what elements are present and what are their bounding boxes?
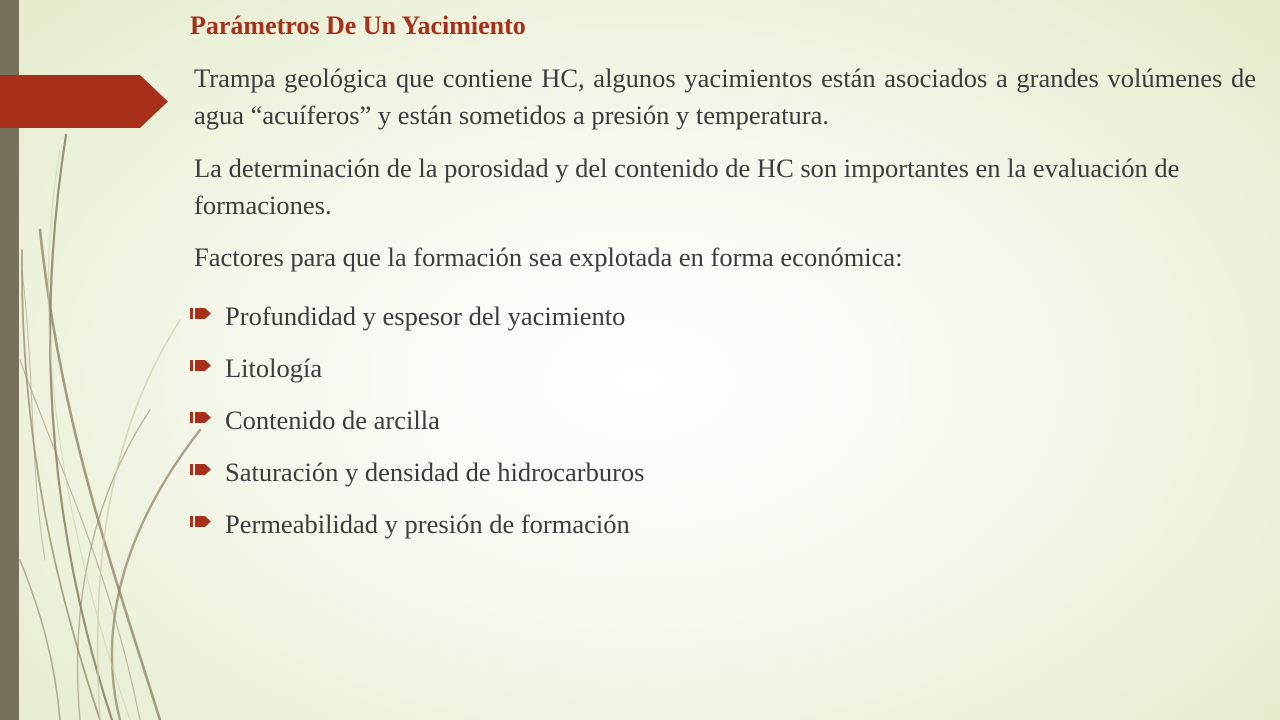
list-item [190, 446, 644, 498]
marker-arrow-icon [190, 359, 212, 372]
accent-arrow-shape [0, 75, 168, 128]
paragraph-factors-intro: Factores para que la formación sea explotada en forma económica: [194, 242, 903, 272]
factors-list [190, 290, 644, 550]
marker-arrow-icon [190, 515, 212, 528]
list-item-label: Profundidad y espesor del yacimiento [225, 300, 626, 331]
marker-arrow-icon [190, 463, 212, 476]
slide-title: Parámetros De Un Yacimiento [190, 11, 526, 40]
swirl-line [112, 430, 200, 720]
paragraph-definition: Trampa geológica que contiene HC, algunos yacimientos están asociados a grandes volúmenes de agua “acuíferos” y están sometidos a presión y temperatura. [194, 63, 1256, 130]
list-item [190, 290, 644, 342]
swirl-line-light [48, 150, 130, 720]
list-item-label: Contenido de arcilla [225, 404, 440, 435]
swirl-line [20, 360, 140, 720]
paragraph-porosity: La determinación de la porosidad y del contenido de HC son importantes en la evaluación de formaciones. [194, 153, 1180, 220]
list-item-label: Saturación y densidad de hidrocarburos [225, 456, 645, 487]
swirl-line [50, 135, 112, 720]
list-item [190, 394, 644, 446]
list-item-label: Permeabilidad y presión de formación [225, 508, 630, 539]
list-item [190, 498, 644, 550]
list-item [190, 342, 644, 394]
marker-arrow-icon [190, 411, 212, 424]
swirl-line [20, 560, 60, 720]
list-item-label: Litología [225, 352, 323, 383]
marker-arrow-icon [190, 307, 212, 320]
